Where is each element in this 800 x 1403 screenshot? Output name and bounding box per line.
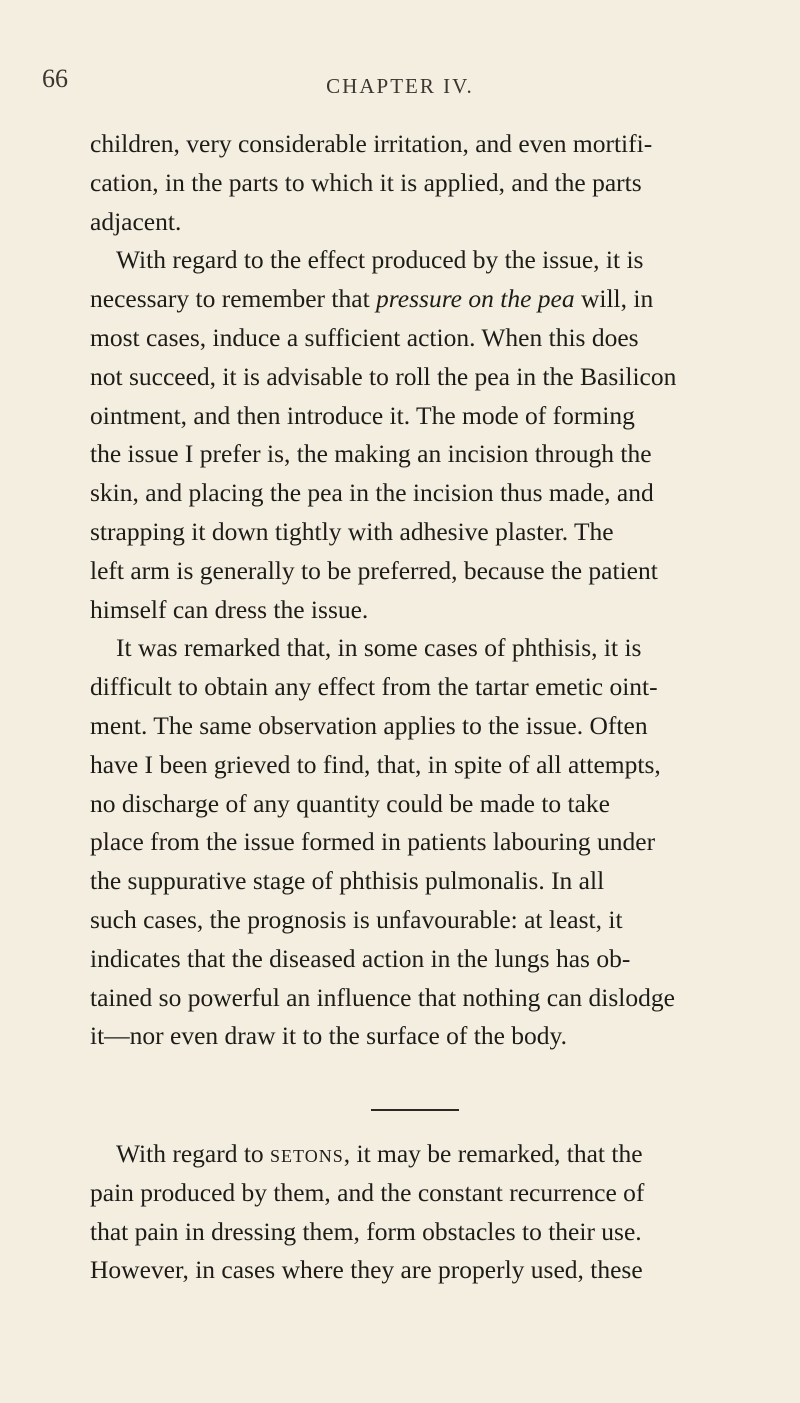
text-line: have I been grieved to find, that, in spite of all attempts, bbox=[90, 749, 661, 779]
section-divider bbox=[371, 1109, 459, 1111]
text-line: left arm is generally to be preferred, because the patient bbox=[90, 555, 658, 585]
text-line: tained so powerful an influence that nothing can dislodge bbox=[90, 982, 675, 1012]
text-run: necessary to remember that bbox=[90, 284, 377, 314]
page-number: 66 bbox=[42, 64, 68, 93]
text-run: will, in bbox=[574, 284, 654, 314]
text-line: the suppurative stage of phthisis pulmonalis. In all bbox=[90, 866, 605, 896]
text-line: pain produced by them, and the constant recurrence of bbox=[90, 1177, 645, 1207]
smallcaps-term: setons bbox=[270, 1139, 344, 1168]
text-line: most cases, induce a sufficient action. When this does bbox=[90, 322, 639, 352]
text-run: With regard to bbox=[116, 1139, 271, 1168]
text-run: , it may be remarked, that the bbox=[343, 1139, 643, 1168]
text-line: himself can dress the issue. bbox=[90, 594, 369, 624]
text-line: indicates that the diseased action in the lungs has ob- bbox=[90, 943, 631, 973]
running-head: CHAPTER IV. bbox=[326, 74, 474, 98]
text-line: ointment, and then introduce it. The mode of forming bbox=[90, 400, 635, 430]
text-line: that pain in dressing them, form obstacles to their use. bbox=[90, 1216, 642, 1246]
text-line: the issue I prefer is, the making an incision through the bbox=[90, 439, 652, 469]
text-line: It was remarked that, in some cases of phthisis, it is bbox=[116, 633, 642, 663]
text-line: place from the issue formed in patients labouring under bbox=[90, 827, 656, 857]
text-line: With regard to the effect produced by the issue, it is bbox=[116, 245, 644, 275]
text-line: cation, in the parts to which it is applied, and the parts bbox=[90, 167, 642, 197]
paragraph-1 bbox=[90, 125, 800, 241]
italic-phrase: pressure on the pea bbox=[376, 284, 575, 314]
text-line bbox=[90, 280, 800, 319]
paragraph-3 bbox=[90, 629, 800, 1056]
text-line: adjacent. bbox=[90, 206, 182, 236]
paragraph-4 bbox=[90, 1135, 800, 1290]
text-line: skin, and placing the pea in the incision thus made, and bbox=[90, 478, 654, 508]
text-line: it—nor even draw it to the surface of the body. bbox=[90, 1021, 568, 1051]
text-line: children, very considerable irritation, and even mortifi- bbox=[90, 129, 653, 158]
text-line bbox=[90, 1135, 800, 1174]
text-line: ment. The same observation applies to the issue. Often bbox=[90, 710, 648, 740]
body-text bbox=[90, 125, 800, 1056]
text-line: not succeed, it is advisable to roll the pea in the Basilicon bbox=[90, 361, 677, 391]
text-line: difficult to obtain any effect from the tartar emetic oint- bbox=[90, 672, 658, 702]
paragraph-2 bbox=[90, 241, 800, 629]
text-line: such cases, the prognosis is unfavourable: at least, it bbox=[90, 904, 623, 934]
text-line: However, in cases where they are properly used, these bbox=[90, 1255, 643, 1285]
text-line: strapping it down tightly with adhesive plaster. The bbox=[90, 516, 614, 546]
text-line: no discharge of any quantity could be made to take bbox=[90, 788, 610, 818]
